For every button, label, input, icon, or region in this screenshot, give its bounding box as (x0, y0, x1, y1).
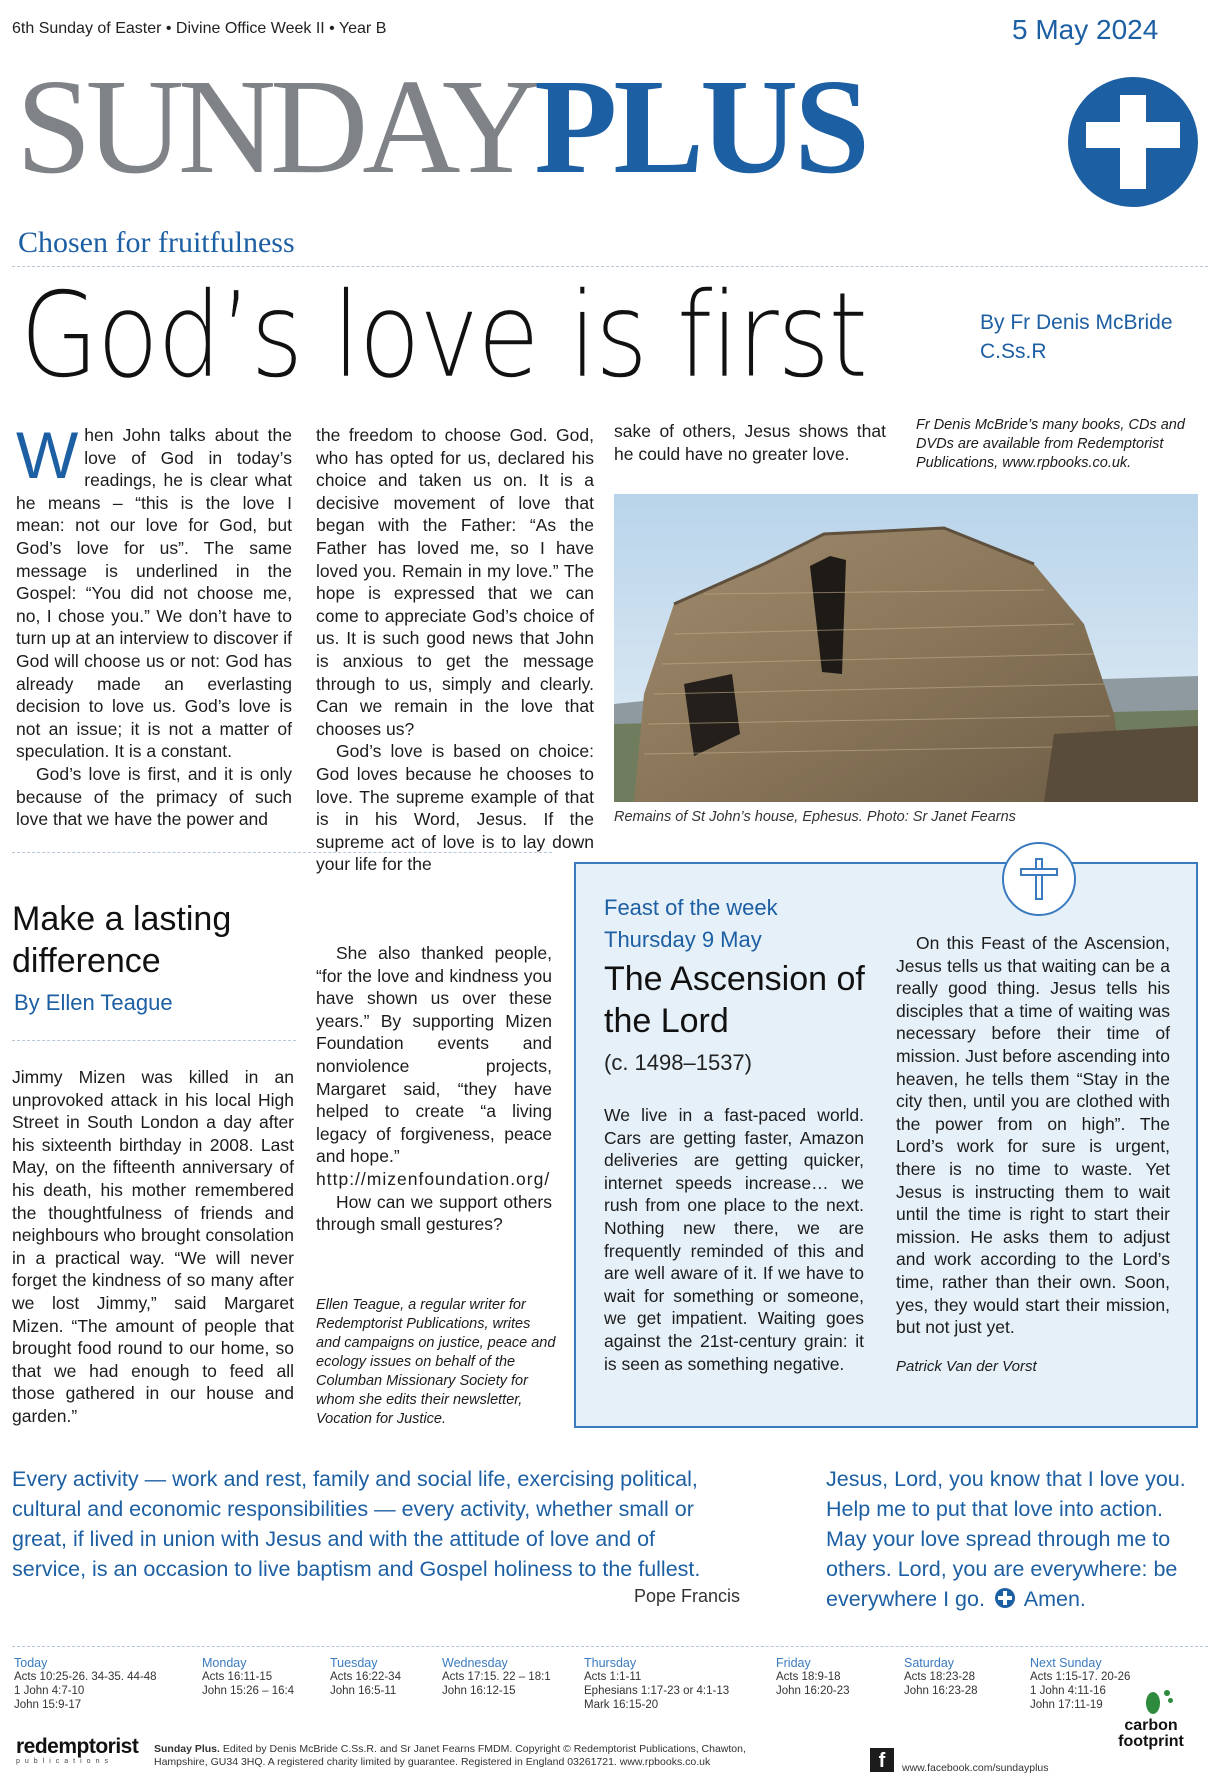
reading-ref: John 16:20-23 (776, 1685, 850, 1697)
section-title: Make a lasting difference (12, 900, 232, 980)
day-name: Wednesday (442, 1656, 508, 1670)
author-note: Fr Denis McBride’s many books, CDs and DVDs are available from Redemptorist Publications, www.rpbooks.co.uk. (916, 417, 1185, 471)
divider (12, 1646, 1208, 1647)
reading-ref: John 16:12-15 (442, 1685, 516, 1697)
reading-ref: John 16:23-28 (904, 1685, 978, 1697)
article-paragraph: God’s love is first, and it is only because of the primacy of such love that we have the power and (16, 763, 292, 830)
credits-title: Sunday Plus. (154, 1743, 220, 1755)
prayer-box (826, 1464, 1198, 1614)
feast-of-week: Feast of the week (604, 895, 778, 920)
day-name: Saturday (904, 1656, 955, 1670)
author-note: Ellen Teague, a regular writer for Redemptorist Publications, writes and campaigns on justice, peace and ecology issues on behalf of the Columban Missionary Society for whom she edits their newsletter, Vocation for Justice. (316, 1297, 556, 1427)
reading-ref: Mark 16:15-20 (584, 1699, 659, 1711)
logo-main: redemptorist (16, 1735, 139, 1758)
feast-dates: (c. 1498–1537) (604, 1050, 752, 1075)
mizen-foundation-link[interactable]: http://mizenfoundation.org/ (316, 1168, 551, 1189)
day-name: Friday (776, 1656, 811, 1670)
credits-line-1: Edited by Denis McBride C.Ss.R. and Sr Janet Fearns FMDM. Copyright © Redemptorist Publications, Chawton, (222, 1743, 746, 1755)
divider (12, 1040, 296, 1041)
reading-ref: Acts 18:9-18 (776, 1671, 841, 1683)
article-paragraph: sake of others, Jesus shows that he could have no greater love. (614, 421, 886, 464)
byline-order: C.Ss.R (980, 340, 1047, 363)
feast-column-2 (896, 932, 1170, 1339)
masthead (16, 52, 1206, 202)
facebook-link[interactable]: www.facebook.com/sundayplus (902, 1762, 1049, 1774)
readings-thursday (584, 1656, 729, 1712)
article-paragraph: Jimmy Mizen was killed in an unprovoked attack in his local High Street in South London a day after his sixteenth birthday in 2008. Last May, on the fifteenth anniversary of his death, his mother remembered the thoughtfulness of friends and neighbours who brought consolation in a practical way. “We will never forget the kindness of so many after we lost Jimmy,” said Margaret Mizen. “The amount of people that brought food round to our home, so that we had enough to feed all those gathered in our house and garden.” (12, 1067, 294, 1426)
reading-ref: 1 John 4:7-10 (14, 1685, 85, 1697)
article-column-2 (316, 424, 594, 876)
lasting-column-2 (316, 942, 552, 1236)
feast-title: The Ascension of the Lord (604, 960, 865, 1040)
reading-ref: Acts 17:15. 22 – 18:1 (442, 1671, 551, 1683)
divider (12, 852, 552, 853)
article-column-1 (16, 418, 292, 831)
article-paragraph: the freedom to choose God. God, who has opted for us, declared his choice and taken us on. It is a decisive movement of love that began with the Father: “As the Father has loved me, so I have loved you. Remain in my love.” The hope is expressed that we can come to appreciate God’s choice of us. It is such good news that John is anxious to get the message through to us, simply and clearly. Can we remain in the love that chooses us? (316, 425, 594, 739)
section-byline: By Ellen Teague (14, 990, 173, 1015)
reading-ref: Acts 16:11-15 (202, 1671, 273, 1683)
reading-ref: John 16:5-11 (330, 1685, 397, 1697)
credits (154, 1743, 854, 1769)
reading-ref: 1 John 4:11-16 (1030, 1685, 1106, 1697)
lasting-column-1 (12, 1066, 294, 1428)
day-name: Next Sunday (1030, 1656, 1102, 1670)
reading-ref: Acts 18:23-28 (904, 1671, 975, 1683)
day-name: Monday (202, 1656, 247, 1670)
reading-ref: Ephesians 1:17-23 or 4:1-13 (584, 1685, 730, 1697)
feast-date: Thursday 9 May (604, 927, 762, 952)
byline-name: By Fr Denis McBride (980, 311, 1173, 334)
carbon-footprint-badge (1106, 1690, 1196, 1750)
article-paragraph: How can we support others through small gestures? (316, 1191, 552, 1235)
readings-friday (776, 1656, 850, 1698)
article-column-3 (614, 420, 886, 465)
readings-tuesday (330, 1656, 401, 1698)
st-johns-house-photo (614, 494, 1198, 802)
article-paragraph: On this Feast of the Ascension, Jesus tells us that waiting can be a really good thing. Jesus tells his disciples that a time of waiting was necessary before their time of mission. Just before ascending into heaven, he tells them “Stay in the city then, until you are clothed with the power from on high”. The Lord’s work for sure is urgent, there is no time to waste. Yet Jesus is instructing them to wait until the time is right to start their mission. He asks them to adjust and work according to the Lord’s time, rather than their own. Soon, yes, they would start their mission, but not just yet. (896, 933, 1170, 1338)
reading-ref: Acts 1:15-17. 20-26 (1030, 1671, 1131, 1683)
issue-date: 5 May 2024 (1012, 14, 1159, 45)
credits-line-2: Hampshire, GU34 3HQ. A registered charity limited by guarantee. Registered in England 03261721. www.rpbooks.co.uk (154, 1756, 711, 1768)
feast-column-1 (604, 1104, 864, 1375)
ruin-illustration (614, 494, 1198, 802)
feast-label (604, 892, 778, 956)
readings-today (14, 1656, 157, 1712)
masthead-cross-icon (1068, 77, 1198, 207)
feast-cross-icon (1002, 842, 1076, 916)
prayer-amen: Amen. (1023, 1587, 1086, 1611)
readings-monday (202, 1656, 294, 1698)
quote-attribution: Pope Francis (634, 1586, 741, 1606)
masthead-sunday: SUNDAY (16, 52, 535, 202)
feast-author: Patrick Van der Vorst (896, 1358, 1037, 1375)
pope-quote: Every activity — work and rest, family and social life, exercising political, cultural and economic responsibilities — every activity, whether small or great, if lived in union with Jesus and with the attitude of love and of service, is an occasion to live baptism and Gospel holiness to the fullest. (12, 1467, 701, 1581)
reading-ref: John 17:11-19 (1030, 1699, 1103, 1711)
reading-ref: Acts 10:25-26. 34-35. 44-48 (14, 1671, 157, 1683)
day-name: Thursday (584, 1656, 637, 1670)
readings-saturday (904, 1656, 978, 1698)
article-paragraph: We live in a fast-paced world. Cars are getting faster, Amazon deliveries are getting quicker, internet speeds increase… we rush from one place to the next. Nothing new there, we are frequently reminded of this and are well aware of it. If we have to wait for something or someone, we get impatient. Waiting goes against the 21st-century grain: it is seen as something negative. (604, 1105, 864, 1374)
article-title: God’s love is first (20, 266, 867, 404)
facebook-icon[interactable]: f (870, 1748, 894, 1772)
drop-cap: W (16, 418, 79, 492)
liturgical-info: 6th Sunday of Easter • Divine Office Week II • Year B (12, 20, 387, 37)
masthead-plus: PLUS (534, 52, 866, 202)
photo-caption: Remains of St John’s house, Ephesus. Photo: Sr Janet Fearns (614, 809, 1016, 825)
carbon-text: carbon (1124, 1717, 1178, 1734)
article-paragraph: She also thanked people, “for the love and kindness you have shown us over these years.” By supporting Mizen Foundation events and nonviolence projects, Margaret said, “they have helped to create “a living legacy of forgiveness, peace and hope.” (316, 943, 552, 1167)
redemptorist-logo (16, 1736, 138, 1765)
footprint-icon (1106, 1690, 1196, 1718)
day-name: Today (14, 1656, 48, 1670)
reading-ref: Acts 16:22-34 (330, 1671, 401, 1683)
tagline: Chosen for fruitfulness (18, 226, 295, 259)
prayer-cross-icon (995, 1588, 1015, 1608)
reading-ref: John 15:26 – 16:4 (202, 1685, 295, 1697)
day-name: Tuesday (330, 1656, 378, 1670)
logo-sub: publications (16, 1758, 113, 1765)
article-byline (980, 308, 1173, 366)
prayer-text: Jesus, Lord, you know that I love you. Help me to put that love into action. May your love spread through me to others. Lord, you are everywhere: be everywhere I go. (826, 1467, 1186, 1611)
reading-ref: Acts 1:1-11 (584, 1671, 642, 1683)
readings-wednesday (442, 1656, 551, 1698)
article-paragraph: hen John talks about the love of God in today’s readings, he is clear what he means – “this is the love I mean: not our love for God, but God’s love for us”. The same message is underlined in the Gospel: “You did not choose me, no, I chose you.” We don’t have to turn up at an interview to discover if God will choose us or not: God has already made an everlasting decision to love us. God’s love is not an issue; it is not a matter of speculation. It is a constant. (16, 425, 292, 762)
reading-ref: John 15:9-17 (14, 1699, 82, 1711)
article-paragraph: God’s love is based on choice: God loves because he chooses to love. The supreme example of that is in his Word, Jesus. If the supreme act of love is to lay down your life for the (316, 741, 594, 875)
footprint-text: footprint (1118, 1733, 1184, 1750)
